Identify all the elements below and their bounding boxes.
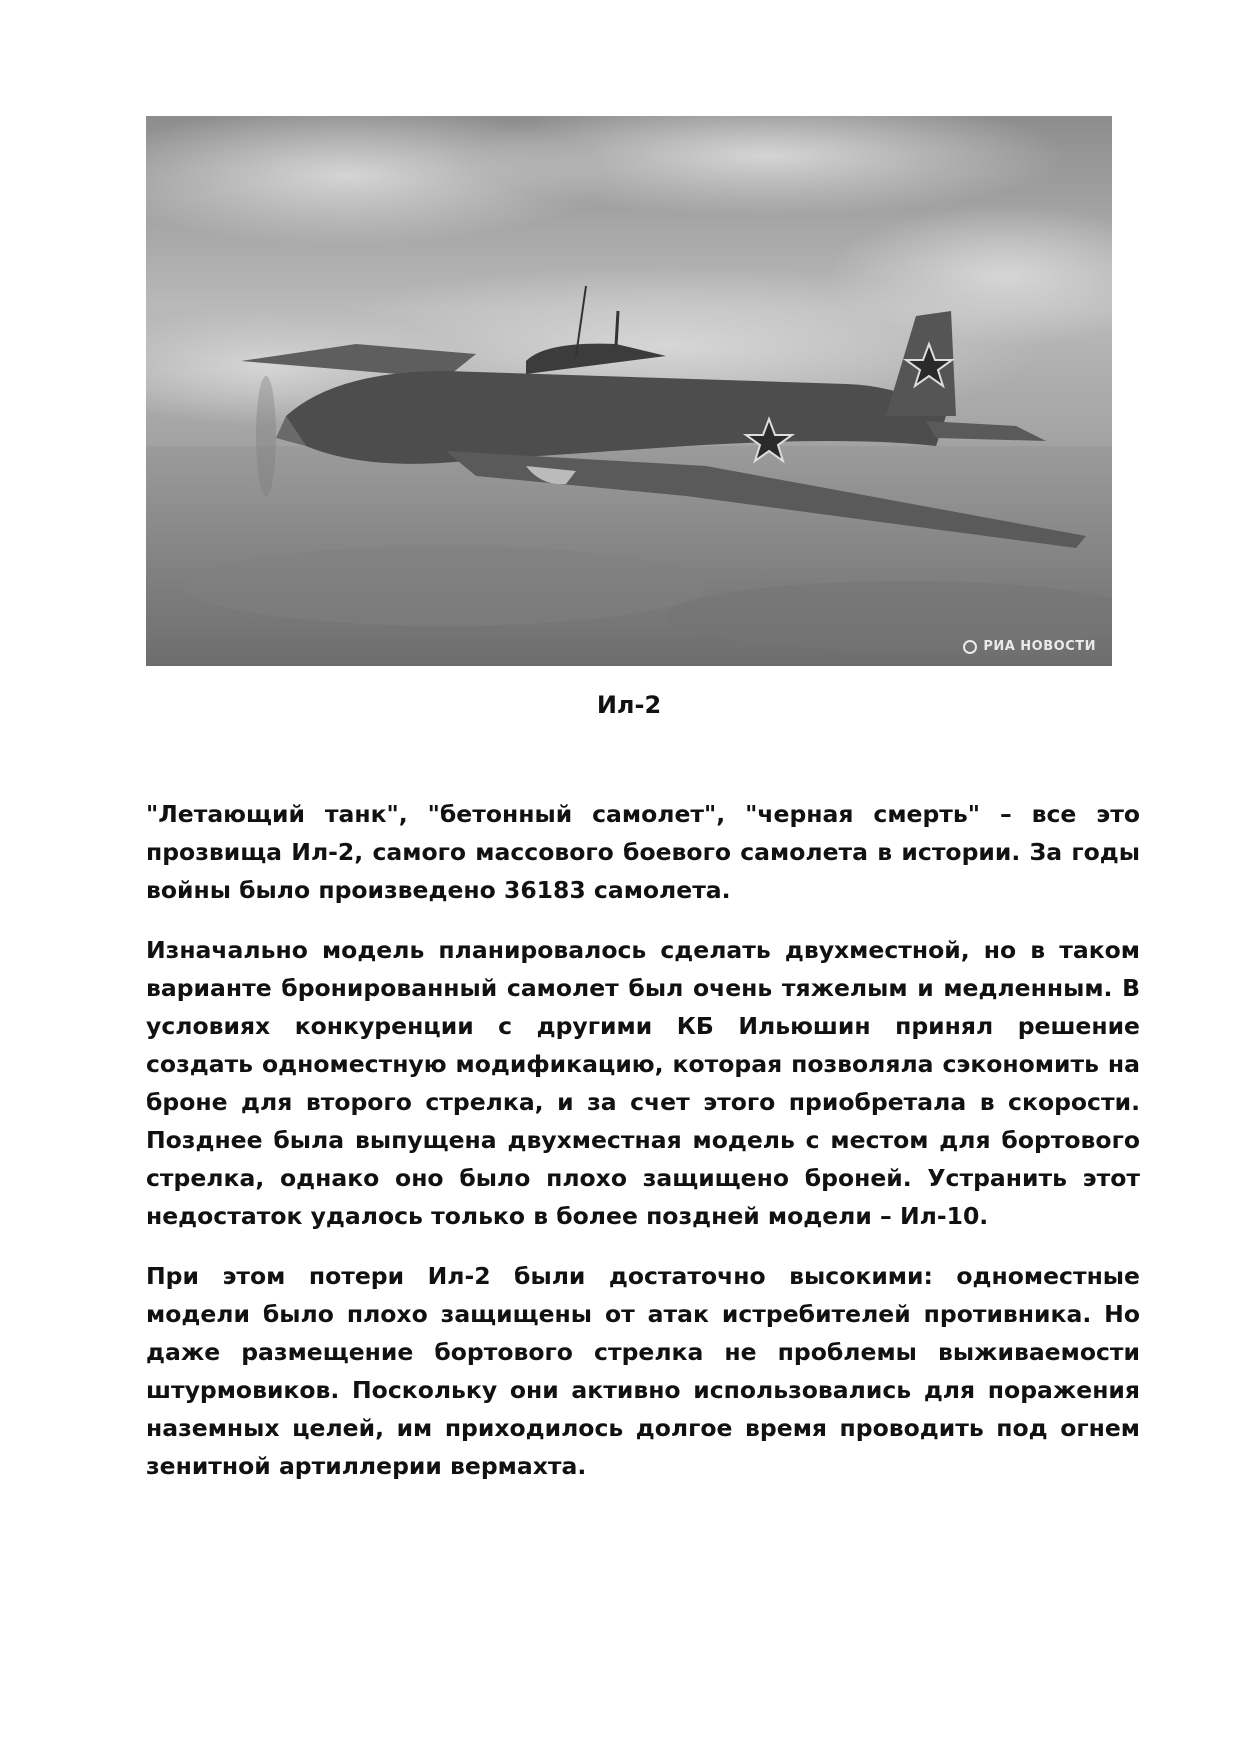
il2-photo-illustration [146,116,1112,666]
aircraft-photo [146,116,1112,666]
article-body [146,795,1140,1507]
watermark-text: РИА НОВОСТИ [983,639,1096,654]
ria-logo-icon [963,640,977,654]
paragraph-3: При этом потери Ил-2 были достаточно высокими: одноместные модели было плохо защищены от атак истребителей противника. Но даже размещение бортового стрелка не проблемы выживаемости штурмовиков. Поскольку они активно использовались для поражения наземных целей, им приходилось долгое время проводить под огнем зенитной артиллерии вермахта. [146,1262,1140,1480]
paragraph-2: Изначально модель планировалось сделать двухместной, но в таком варианте бронированный самолет был очень тяжелым и медленным. В условиях конкуренции с другими КБ Ильюшин принял решение создать одноместную модификацию, которая позволяла сэкономить на броне для второго стрелка, и за счет этого приобретала в скорости. Позднее была выпущена двухместная модель с местом для бортового стрелка, однако оно было плохо защищено броней. Устранить этот недостаток удалось только в более поздней модели – Ил-10. [146,936,1140,1230]
ria-watermark [963,639,1096,654]
figure-caption: Ил-2 [596,691,662,719]
paragraph-1: "Летающий танк", "бетонный самолет", "черная смерть" – все это прозвища Ил-2, самого массового боевого самолета в истории. За годы войны было произведено 36183 самолета. [146,800,1140,904]
